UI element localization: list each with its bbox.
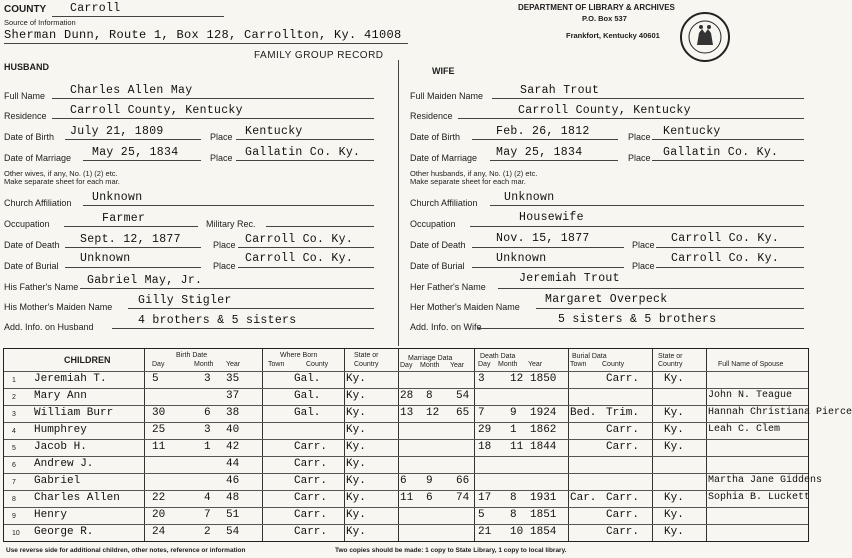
cell-dmonth: 1 — [510, 424, 517, 436]
cell-mmonth: 6 — [426, 492, 433, 504]
cell-bcounty: Gal. — [294, 373, 321, 385]
th-county: County — [306, 361, 329, 368]
th-dyear: Year — [528, 361, 543, 368]
husband-other-label-1: Other wives, if any, No. (1) (2) etc. — [4, 169, 118, 178]
cell-burtown: Car. — [570, 492, 597, 504]
th-burial: Burial Data — [572, 353, 607, 360]
cell-burstate: Ky. — [664, 407, 684, 419]
husband-marriageplace-label: Place — [210, 153, 233, 163]
cell-name: Jacob H. — [34, 441, 87, 453]
husband-burialplace-label: Place — [213, 261, 236, 271]
husband-other-label-2: Make separate sheet for each mar. — [4, 177, 120, 186]
husband-deathplace: Carroll Co. Ky. — [245, 233, 354, 246]
cell-name: Andrew J. — [34, 458, 94, 470]
wife-mother: Margaret Overpeck — [545, 293, 668, 306]
wife-other-label-2: Make separate sheet for each mar. — [410, 177, 526, 186]
wife-other-label-1: Other husbands, if any, No. (1) (2) etc. — [410, 169, 538, 178]
cell-bmonth: 7 — [204, 509, 211, 521]
cell-mmonth: 8 — [426, 390, 433, 402]
cell-burcounty: Carr. — [606, 441, 640, 453]
source-label: Source of Information — [4, 18, 76, 27]
cell-burcounty: Carr. — [606, 373, 640, 385]
th-country: Country — [354, 361, 379, 368]
wife-addinfo-label: Add. Info. on Wife — [410, 322, 482, 332]
cell-byear: 48 — [226, 492, 240, 504]
wife-church: Unknown — [504, 191, 555, 204]
cell-bstate: Ky. — [346, 458, 366, 470]
wife-residence-label: Residence — [410, 111, 453, 121]
cell-mday: 28 — [400, 390, 414, 402]
cell-burstate: Ky. — [664, 492, 684, 504]
cell-dmonth: 8 — [510, 509, 517, 521]
cell-bday: 30 — [152, 407, 166, 419]
th-bstate: State or — [658, 353, 683, 360]
cell-bstate: Ky. — [346, 475, 366, 487]
footer-right: Two copies should be made: 1 copy to State Library, 1 copy to local library. — [335, 547, 567, 554]
county-label: COUNTY — [4, 4, 47, 15]
husband-church-label: Church Affiliation — [4, 198, 72, 208]
husband-fullname: Charles Allen May — [70, 84, 193, 97]
cell-byear: 37 — [226, 390, 240, 402]
cell-byear: 35 — [226, 373, 240, 385]
cell-name: Gabriel — [34, 475, 81, 487]
kentucky-seal — [679, 11, 731, 68]
cell-bday: 20 — [152, 509, 166, 521]
children-table — [3, 348, 852, 542]
th-spouse: Full Name of Spouse — [718, 361, 784, 368]
cell-n: 10 — [12, 530, 20, 537]
cell-byear: 46 — [226, 475, 240, 487]
form-title: FAMILY GROUP RECORD — [254, 50, 384, 61]
wife-burialplace-label: Place — [632, 261, 655, 271]
husband-church: Unknown — [92, 191, 143, 204]
husband-addinfo: 4 brothers & 5 sisters — [138, 314, 297, 327]
cell-spouse: Sophia B. Luckett — [708, 492, 811, 503]
wife-residence: Carroll County, Kentucky — [518, 104, 691, 117]
cell-name: Charles Allen — [34, 492, 120, 504]
cell-byear: 51 — [226, 509, 240, 521]
husband-residence-label: Residence — [4, 111, 47, 121]
cell-bmonth: 6 — [204, 407, 211, 419]
wife-fullname: Sarah Trout — [520, 84, 600, 97]
cell-bmonth: 3 — [204, 373, 211, 385]
cell-n: 4 — [12, 428, 16, 435]
cell-bmonth: 1 — [204, 441, 211, 453]
cell-burstate: Ky. — [664, 424, 684, 436]
cell-mday: 11 — [400, 492, 414, 504]
cell-n: 1 — [12, 377, 16, 384]
cell-bcounty: Carr. — [294, 441, 328, 453]
wife-dob: Feb. 26, 1812 — [496, 125, 590, 138]
cell-dyear: 1854 — [530, 526, 557, 538]
cell-bstate: Ky. — [346, 441, 366, 453]
th-dmonth: Month — [498, 361, 518, 368]
husband-residence: Carroll County, Kentucky — [70, 104, 243, 117]
husband-dom: May 25, 1834 — [92, 146, 179, 159]
cell-bmonth: 3 — [204, 424, 211, 436]
cell-mday: 13 — [400, 407, 414, 419]
th-birth: Birth Date — [176, 352, 208, 359]
cell-dmonth: 11 — [510, 441, 524, 453]
cell-burcounty: Carr. — [606, 492, 640, 504]
cell-n: 3 — [12, 411, 16, 418]
th-town: Town — [268, 361, 285, 368]
cell-burcounty: Carr. — [606, 424, 640, 436]
wife-father: Jeremiah Trout — [519, 272, 620, 285]
cell-bmonth: 2 — [204, 526, 211, 538]
wife-dom-label: Date of Marriage — [410, 153, 478, 163]
th-btown: Town — [570, 361, 587, 368]
wife-dom: May 25, 1834 — [496, 146, 583, 159]
th-children: CHILDREN — [64, 355, 111, 365]
cell-spouse: Martha Jane Giddens — [708, 475, 823, 486]
source-value: Sherman Dunn, Route 1, Box 128, Carrollton, Ky. 41008 — [4, 28, 402, 42]
dept-city: Frankfort, Kentucky 40601 — [566, 31, 660, 40]
th-state: State or — [354, 352, 379, 359]
th-mmonth: Month — [420, 362, 440, 369]
husband-dod: Sept. 12, 1877 — [80, 233, 181, 246]
cell-dmonth: 9 — [510, 407, 517, 419]
cell-byear: 38 — [226, 407, 240, 419]
husband-mother: Gilly Stigler — [138, 294, 232, 307]
husband-occupation: Farmer — [102, 212, 146, 225]
cell-burtown: Bed. — [570, 407, 597, 419]
cell-byear: 54 — [226, 526, 240, 538]
cell-dday: 17 — [478, 492, 492, 504]
po-box: P.O. Box 537 — [582, 14, 627, 23]
cell-name: Henry — [34, 509, 68, 521]
cell-burcounty: Carr. — [606, 526, 640, 538]
th-birth-month: Month — [194, 361, 214, 368]
cell-mmonth: 12 — [426, 407, 440, 419]
cell-myear: 65 — [456, 407, 470, 419]
wife-dod-label: Date of Death — [410, 240, 466, 250]
cell-bcounty: Carr. — [294, 492, 328, 504]
cell-name: William Burr — [34, 407, 114, 419]
cell-burstate: Ky. — [664, 441, 684, 453]
cell-bstate: Ky. — [346, 492, 366, 504]
cell-dyear: 1844 — [530, 441, 557, 453]
husband-burial-label: Date of Burial — [4, 261, 59, 271]
cell-n: 6 — [12, 462, 16, 469]
wife-occupation: Housewife — [519, 211, 584, 224]
husband-addinfo-label: Add. Info. on Husband — [4, 322, 94, 332]
cell-dday: 3 — [478, 373, 485, 385]
wife-occupation-label: Occupation — [410, 219, 456, 229]
wife-marriageplace: Gallatin Co. Ky. — [663, 146, 779, 159]
wife-burial-label: Date of Burial — [410, 261, 465, 271]
th-dday: Day — [478, 361, 491, 368]
th-myear: Year — [450, 362, 465, 369]
cell-burstate: Ky. — [664, 373, 684, 385]
cell-bday: 22 — [152, 492, 166, 504]
cell-bday: 24 — [152, 526, 166, 538]
cell-bday: 5 — [152, 373, 159, 385]
cell-bstate: Ky. — [346, 509, 366, 521]
cell-n: 8 — [12, 496, 16, 503]
husband-burial: Unknown — [80, 252, 131, 265]
cell-dday: 29 — [478, 424, 492, 436]
cell-dyear: 1851 — [530, 509, 557, 521]
husband-dob-label: Date of Birth — [4, 132, 55, 142]
husband-burialplace: Carroll Co. Ky. — [245, 252, 354, 265]
cell-dday: 21 — [478, 526, 492, 538]
wife-birthplace: Kentucky — [663, 125, 721, 138]
cell-dyear: 1924 — [530, 407, 557, 419]
cell-bcounty: Carr. — [294, 458, 328, 470]
wife-section-label: WIFE — [432, 66, 455, 76]
wife-dob-label: Date of Birth — [410, 132, 461, 142]
cell-spouse: John N. Teague — [708, 390, 793, 401]
cell-dyear: 1862 — [530, 424, 557, 436]
husband-section-label: HUSBAND — [4, 62, 49, 72]
cell-burstate: Ky. — [664, 526, 684, 538]
county-value: Carroll — [70, 2, 121, 15]
cell-bday: 25 — [152, 424, 166, 436]
wife-deathplace-label: Place — [632, 240, 655, 250]
husband-military-label: Military Rec. — [206, 219, 256, 229]
th-marriage: Marriage Data — [408, 355, 453, 362]
husband-dod-label: Date of Death — [4, 240, 60, 250]
wife-father-label: Her Father's Name — [410, 282, 486, 292]
cell-n: 9 — [12, 513, 16, 520]
cell-myear: 66 — [456, 475, 470, 487]
wife-mother-label: Her Mother's Maiden Name — [410, 302, 520, 312]
cell-bcounty: Carr. — [294, 475, 328, 487]
cell-name: Jeremiah T. — [34, 373, 107, 385]
cell-bcounty: Gal. — [294, 390, 321, 402]
cell-name: Mary Ann — [34, 390, 87, 402]
cell-dyear: 1931 — [530, 492, 557, 504]
cell-burstate: Ky. — [664, 509, 684, 521]
th-bcountry: Country — [658, 361, 683, 368]
cell-n: 2 — [12, 394, 16, 401]
husband-birthplace: Kentucky — [245, 125, 303, 138]
dept-name: DEPARTMENT OF LIBRARY & ARCHIVES — [518, 3, 675, 12]
cell-dday: 7 — [478, 407, 485, 419]
cell-n: 7 — [12, 479, 16, 486]
husband-father-label: His Father's Name — [4, 282, 79, 292]
footer-left: Use reverse side for additional children, other notes, reference or information — [6, 547, 246, 554]
husband-marriageplace: Gallatin Co. Ky. — [245, 146, 361, 159]
cell-myear: 54 — [456, 390, 470, 402]
cell-name: Humphrey — [34, 424, 87, 436]
cell-mday: 6 — [400, 475, 407, 487]
cell-myear: 74 — [456, 492, 470, 504]
wife-fullname-label: Full Maiden Name — [410, 91, 484, 101]
wife-dod: Nov. 15, 1877 — [496, 232, 590, 245]
wife-church-label: Church Affiliation — [410, 198, 478, 208]
cell-bstate: Ky. — [346, 373, 366, 385]
th-bcounty: County — [602, 361, 625, 368]
cell-bstate: Ky. — [346, 526, 366, 538]
cell-dday: 18 — [478, 441, 492, 453]
husband-father: Gabriel May, Jr. — [87, 274, 203, 287]
wife-deathplace: Carroll Co. Ky. — [671, 232, 780, 245]
wife-addinfo: 5 sisters & 5 brothers — [558, 313, 717, 326]
cell-bcounty: Gal. — [294, 407, 321, 419]
wife-burial: Unknown — [496, 252, 547, 265]
th-mday: Day — [400, 362, 413, 369]
cell-mmonth: 9 — [426, 475, 433, 487]
husband-birthplace-label: Place — [210, 132, 233, 142]
cell-bcounty: Carr. — [294, 526, 328, 538]
cell-spouse: Hannah Christiana Pierce — [708, 407, 852, 418]
th-birth-year: Year — [226, 361, 241, 368]
cell-bstate: Ky. — [346, 407, 366, 419]
husband-mother-label: His Mother's Maiden Name — [4, 302, 113, 312]
cell-bmonth: 4 — [204, 492, 211, 504]
th-birth-day: Day — [152, 361, 165, 368]
cell-dmonth: 10 — [510, 526, 524, 538]
cell-bstate: Ky. — [346, 424, 366, 436]
cell-byear: 40 — [226, 424, 240, 436]
cell-dday: 5 — [478, 509, 485, 521]
cell-burcounty: Trim. — [606, 407, 640, 419]
th-where-born: Where Born — [280, 352, 318, 359]
husband-deathplace-label: Place — [213, 240, 236, 250]
cell-bday: 11 — [152, 441, 166, 453]
wife-marriageplace-label: Place — [628, 153, 651, 163]
husband-dom-label: Date of Marriage — [4, 153, 72, 163]
husband-occupation-label: Occupation — [4, 219, 50, 229]
cell-byear: 44 — [226, 458, 240, 470]
wife-burialplace: Carroll Co. Ky. — [671, 252, 780, 265]
cell-bstate: Ky. — [346, 390, 366, 402]
cell-name: George R. — [34, 526, 94, 538]
th-death: Death Data — [480, 353, 516, 360]
cell-bcounty: Carr. — [294, 509, 328, 521]
cell-spouse: Leah C. Clem — [708, 424, 781, 435]
cell-byear: 42 — [226, 441, 240, 453]
wife-birthplace-label: Place — [628, 132, 651, 142]
husband-fullname-label: Full Name — [4, 91, 46, 101]
husband-dob: July 21, 1809 — [70, 125, 164, 138]
cell-burcounty: Carr. — [606, 509, 640, 521]
cell-dmonth: 12 — [510, 373, 524, 385]
cell-dyear: 1850 — [530, 373, 557, 385]
cell-n: 5 — [12, 445, 16, 452]
cell-dmonth: 8 — [510, 492, 517, 504]
